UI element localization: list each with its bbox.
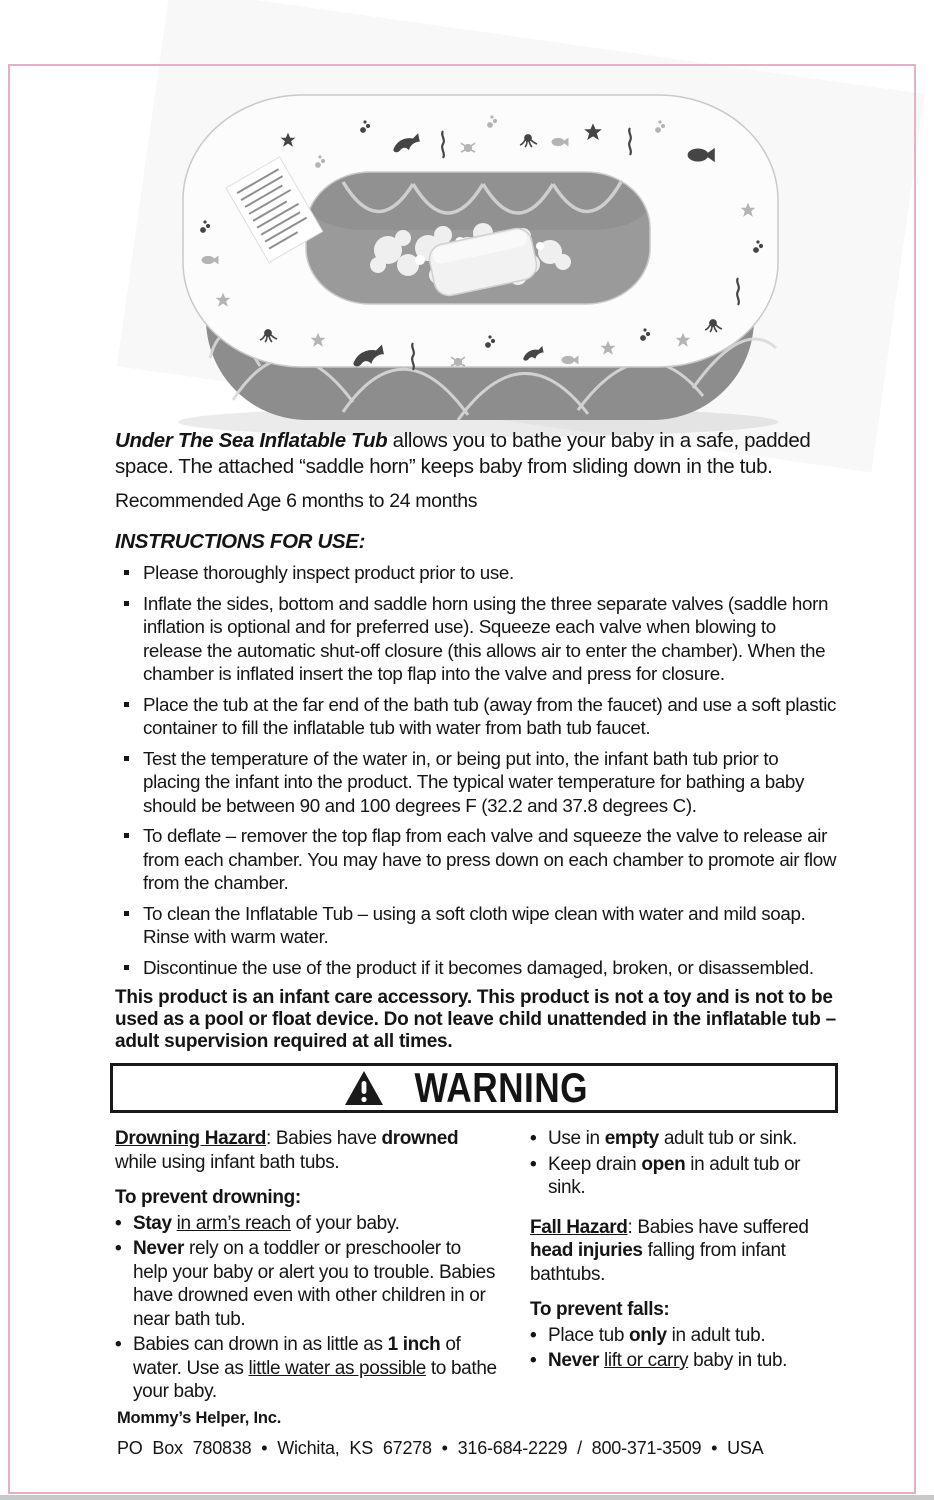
square-bullet-icon [124, 756, 129, 761]
instruction-item [115, 956, 839, 980]
text-segment: in adult tub or sink. [548, 1153, 801, 1198]
footer [117, 1408, 841, 1459]
text-segment: in adult tub. [666, 1324, 766, 1346]
square-bullet-icon [124, 570, 129, 575]
text-segment: only [629, 1324, 667, 1346]
text-segment: rely on a toddler or preschooler to help your baby or alert you to trouble. Babies have drowned even with other children in or near bath tub. [133, 1238, 496, 1330]
instruction-item [115, 592, 839, 686]
document-body [115, 428, 839, 1404]
warning-item [115, 1212, 500, 1236]
instruction-text: Discontinue the use of the product if it becomes damaged, broken, or disassembled. [143, 956, 814, 978]
warning-text [548, 1153, 839, 1200]
instruction-text: Inflate the sides, bottom and saddle horn using the three separate valves (saddle horn inflation is optional and for preferred use). Squeeze each valve when blowing to release the automatic shut-off closure (this allows air to enter the chamber). When the chamber is inflated insert the top flap into the valve and press for closure. [143, 592, 829, 684]
warning-text [548, 1127, 797, 1151]
square-bullet-icon [124, 833, 129, 838]
text-segment: Babies can drown in as little as [133, 1334, 388, 1355]
text-segment: Fall Hazard [530, 1216, 628, 1238]
prevent-drowning-heading: To prevent drowning: [115, 1187, 301, 1208]
warning-text [548, 1324, 765, 1348]
text-segment: baby in tub. [688, 1350, 788, 1371]
text-segment: : Babies have suffered [627, 1216, 809, 1238]
text-segment: Stay [133, 1212, 172, 1234]
text-segment: of your baby. [290, 1212, 400, 1234]
text-segment: in arm’s reach [176, 1212, 291, 1234]
instruction-text: Please thoroughly inspect product prior to use. [143, 562, 514, 583]
company-name: Mommy’s Helper, Inc. [117, 1409, 282, 1427]
round-bullet-icon [530, 1153, 548, 1200]
instruction-text: To deflate – remover the top flap from each valve and squeeze the valve to release air from each chamber. You may have to press down on each chamber to promote air flow from the chamber. [143, 825, 837, 893]
intro-paragraph [115, 428, 839, 480]
tub-use-list [530, 1127, 839, 1200]
text-segment: 1 inch [387, 1334, 441, 1355]
text-segment: empty [604, 1128, 659, 1149]
warning-item [530, 1349, 839, 1373]
square-bullet-icon [124, 965, 129, 970]
text-segment: little water as possible [248, 1357, 426, 1379]
warning-text [133, 1212, 400, 1236]
warning-text [548, 1349, 787, 1373]
prevent-drowning-list [115, 1212, 500, 1404]
text-segment: Drowning Hazard [115, 1128, 266, 1149]
company-address-line: PO Box 780838 • Wichita, KS 67278 • 316-684-2229 / 800-371-3509 • USA [117, 1438, 764, 1458]
instruction-item [115, 561, 839, 585]
instruction-item [115, 747, 839, 818]
instructions-heading: INSTRUCTIONS FOR USE: [115, 530, 366, 553]
fall-hazard-column [530, 1125, 839, 1404]
text-segment: falling from infant bathtubs. [530, 1240, 786, 1285]
instruction-text: Place the tub at the far end of the bath tub (away from the faucet) and use a soft plastic container to fill the inflatable tub with water from bath tub faucet. [143, 693, 837, 738]
round-bullet-icon [115, 1237, 133, 1331]
drowning-hazard-paragraph [115, 1127, 500, 1174]
square-bullet-icon [124, 911, 129, 916]
square-bullet-icon [124, 601, 129, 606]
warning-item [530, 1127, 839, 1151]
fall-hazard-paragraph [530, 1216, 839, 1287]
text-segment: : Babies have [265, 1128, 382, 1149]
instructions-list [115, 561, 839, 979]
text-segment: to bathe your baby. [133, 1357, 497, 1402]
text-segment: while using infant bath tubs. [115, 1151, 340, 1173]
warning-triangle-icon [344, 1070, 384, 1107]
round-bullet-icon [115, 1333, 133, 1404]
warning-item [530, 1153, 839, 1200]
text-segment: Under The Sea Inflatable Tub [115, 429, 388, 452]
square-bullet-icon [124, 702, 129, 707]
warning-item [530, 1324, 839, 1348]
round-bullet-icon [530, 1127, 548, 1151]
warning-text [133, 1333, 500, 1404]
instruction-item [115, 693, 839, 740]
text-segment: Never [548, 1350, 600, 1371]
instruction-text: To clean the Inflatable Tub – using a soft cloth wipe clean with water and mild soap. Rinse with warm water. [143, 902, 806, 947]
warning-item [115, 1333, 500, 1404]
warning-banner [110, 1063, 838, 1113]
text-segment: open [641, 1153, 686, 1175]
text-segment: Place tub [548, 1324, 629, 1346]
text-segment: Use in [548, 1128, 605, 1149]
recommended-age: Recommended Age 6 months to 24 months [115, 490, 478, 512]
prevent-falls-heading: To prevent falls: [530, 1299, 670, 1320]
round-bullet-icon [530, 1324, 548, 1348]
instruction-item [115, 902, 839, 949]
text-segment: drowned [381, 1128, 459, 1149]
warning-item [115, 1237, 500, 1331]
instruction-item [115, 824, 839, 895]
product-photo-inflatable-tub [138, 70, 818, 440]
round-bullet-icon [115, 1212, 133, 1236]
text-segment: of water. Use as [133, 1334, 461, 1379]
text-segment: lift or carry [604, 1350, 689, 1371]
text-segment: adult tub or sink. [658, 1128, 797, 1149]
bottom-edge-strip [0, 1495, 934, 1500]
text-segment: allows you to bathe your baby in a safe, padded space. The attached “saddle horn” keeps baby from sliding down in the tub. [115, 429, 811, 478]
text-segment: Keep drain [548, 1153, 642, 1175]
warning-text [133, 1237, 500, 1331]
text-segment: head injuries [530, 1240, 643, 1261]
warning-columns [115, 1125, 839, 1404]
instruction-text: Test the temperature of the water in, or being put into, the infant bath tub prior to placing the infant into the product. The typical water temperature for bathing a baby should be between 90 and 100 degrees F (32.2 and 37.8 degrees C). [143, 747, 805, 816]
safety-notice: This product is an infant care accessory. This product is not a toy and is not to be used as a pool or float device. Do not leave child unattended in the inflatable tub – adult supervision required at all times. [115, 987, 836, 1052]
prevent-falls-list [530, 1324, 839, 1373]
drowning-hazard-column [115, 1125, 500, 1404]
warning-title: WARNING [414, 1064, 588, 1111]
text-segment: Never [133, 1238, 185, 1259]
round-bullet-icon [530, 1349, 548, 1373]
